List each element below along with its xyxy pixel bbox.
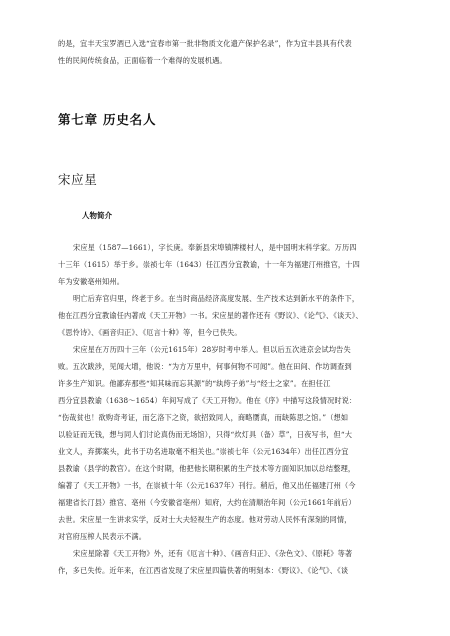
text-line: 宋应星除著《天工开物》外，还有《厄言十种》、《画音归正》、《杂色文》、《原耗》等著	[73, 549, 353, 558]
text-line: 他在江西分宜教谕任内著成《天工开物》一书。宋应星的著作还有《野议》、《论气》、《谈天》、	[58, 311, 363, 320]
chapter-title: 第七章 历史名人	[58, 112, 157, 127]
text-line: 业文人，弃掷案头，此书于功名进取毫不相关也。”崇祯七年（公元1634年）出任江西分宜	[58, 447, 349, 456]
paragraph-other-works	[58, 545, 398, 579]
section-title: 宋应星	[58, 172, 98, 187]
text-line: 以验证而无钱，想与同人们讨论真伪而无场馆），只得“炊灯具（备）草”，日夜写书，但“大	[58, 430, 353, 439]
paragraph-biography	[58, 239, 398, 290]
text-line: 西分宜县教谕（1638～1654）年间写成了《天工开物》。他在《序》中描写这段情况时说：	[58, 396, 357, 405]
paragraph-career	[58, 341, 398, 545]
text-line: 十三年（1615）举于乡。崇祯七年（1643）任江西分宜教谕，十一年为福建汀州推官，十四	[58, 260, 360, 269]
text-line: 宋应星在万历四十三年（公元1615年）28岁时考中举人。但以后五次进京会试均告失	[73, 345, 351, 354]
text-line: 县教谕（县学的教官）。在这个时期，他把他长期积累的生产技术等方面知识加以总结整理，	[58, 464, 356, 473]
text-line: 年为安徽亳州知州。	[58, 277, 125, 286]
text-line: 性的民间传统食品，正面临着一个难得的发展机遇。	[58, 56, 227, 65]
paragraph-works	[58, 290, 398, 341]
text-line: 明亡后弃官归里，终老于乡。在当时商品经济高度发展、生产技术达到新水平的条件下，	[73, 294, 360, 303]
text-line: 去世。宋应星一生讲求实学，反对士大夫轻视生产的态度。他对劳动人民怀有深刻的同情，	[58, 515, 352, 524]
text-line: 的是，宜丰天宝罗酒已入选“宜春市第一批非物质文化遗产保护名录”，作为宜丰县具有代表	[58, 39, 352, 48]
intro-paragraph	[58, 35, 398, 69]
sub-heading: 人物简介	[82, 211, 112, 220]
text-line: 《思怜诗》、《画音归正》、《厄言十种》等，但今已佚失。	[58, 328, 242, 337]
text-line: 对官府压榨人民表示不满。	[58, 532, 147, 541]
text-line: 败。五次跋涉，见闻大增，他说：“为方万里中，何事何物不可闻”。他在田间、作坊调查到	[58, 362, 352, 371]
text-line: “伤哉贫也！欲购奇考证，而乞洛下之资，欲招致同人，商略赝真，而缺陈思之馆。”（想如	[58, 413, 349, 422]
text-line: 作，多已失传。近年来，在江西省发现了宋应星四篇佚著的明刻本：《野议》、《论气》、《谈	[58, 566, 349, 575]
text-line: 许多生产知识。他鄙弃那些“知其味而忘其源”的“纨绔子弟”与“经士之家”。在担任江	[58, 379, 331, 388]
text-line: 福建省长汀县）推官、亳州（今安徽省亳州）知府，大约在清顺治年间（公元1661年前后）	[58, 498, 356, 507]
text-line: 宋应星（1587—1661），字长庚。奉新县宋埠镇牌楼村人，是中国明末科学家。万历四	[73, 243, 357, 252]
text-line: 编著了《天工开物》一书，在崇祯十年（公元1637年）刊行。稍后，他又出任福建汀州（今	[58, 481, 356, 490]
